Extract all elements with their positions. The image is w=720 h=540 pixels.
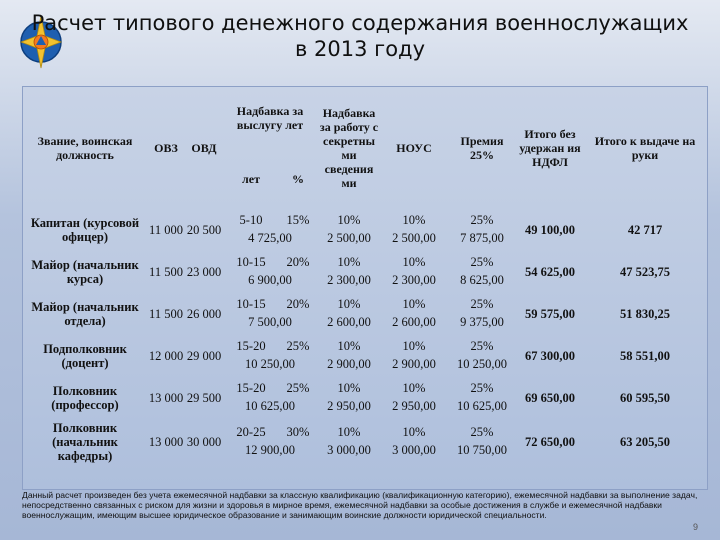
nous-pct-cell: 10% <box>402 381 426 395</box>
table-row <box>23 209 707 229</box>
bonus-amount-cell: 9 375,00 <box>460 315 504 329</box>
seniority-amount-cell: 10 250,00 <box>245 357 295 371</box>
secrecy-pct-cell: 10% <box>337 339 361 353</box>
seniority-years-cell: 20-25 <box>236 425 266 439</box>
seniority-amount-cell: 6 900,00 <box>248 273 292 287</box>
secrecy-pct-cell: 10% <box>337 213 361 227</box>
bonus-amount-cell: 8 625,00 <box>460 273 504 287</box>
nous-pct-cell: 10% <box>402 213 426 227</box>
title-line-1: Расчет типового денежного содержания военнослужащих <box>31 11 689 35</box>
nous-amount-cell: 2 300,00 <box>392 273 436 287</box>
nous-pct-cell: 10% <box>402 255 426 269</box>
bonus-pct-cell: 25% <box>470 213 494 227</box>
table-row <box>23 377 707 397</box>
secrecy-amount-cell: 2 300,00 <box>327 273 371 287</box>
salary-table <box>23 87 707 465</box>
header-seniority-percent: % <box>292 172 304 186</box>
seniority-years-cell: 10-15 <box>236 255 266 269</box>
ovz-cell: 11 500 <box>149 265 183 279</box>
header-bonus: Премия 25% <box>460 134 504 162</box>
nous-amount-cell: 2 600,00 <box>392 315 436 329</box>
seniority-percent-cell: 25% <box>286 339 310 353</box>
secrecy-pct-cell: 10% <box>337 255 361 269</box>
seniority-amount-cell: 4 725,00 <box>248 231 292 245</box>
total-cell: 72 650,00 <box>525 435 575 449</box>
total-cell: 49 100,00 <box>525 223 575 237</box>
header-nous: НОУС <box>396 141 432 155</box>
bonus-pct-cell: 25% <box>470 425 494 439</box>
total-cell: 69 650,00 <box>525 391 575 405</box>
bonus-amount-cell: 10 250,00 <box>457 357 507 371</box>
rank-cell: Капитан (курсовой офицер) <box>30 216 140 244</box>
nous-pct-cell: 10% <box>402 339 426 353</box>
total-cell: 59 575,00 <box>525 307 575 321</box>
nous-amount-cell: 2 500,00 <box>392 231 436 245</box>
secrecy-amount-cell: 2 900,00 <box>327 357 371 371</box>
seniority-percent-cell: 30% <box>286 425 310 439</box>
rank-cell: Майор (начальник курса) <box>31 258 139 286</box>
payout-cell: 51 830,25 <box>620 307 670 321</box>
payout-cell: 63 205,50 <box>620 435 670 449</box>
ovz-cell: 13 000 <box>148 435 184 449</box>
seniority-years-cell: 5-10 <box>239 213 263 227</box>
nous-amount-cell: 3 000,00 <box>392 443 436 457</box>
total-cell: 54 625,00 <box>525 265 575 279</box>
seniority-percent-cell: 25% <box>286 381 310 395</box>
ovz-cell: 11 000 <box>149 223 183 237</box>
bonus-amount-cell: 10 750,00 <box>457 443 507 457</box>
table-row <box>23 293 707 313</box>
header-total: Итого без удержан ия НДФЛ <box>519 127 581 169</box>
seniority-years-cell: 10-15 <box>236 297 266 311</box>
seniority-percent-cell: 20% <box>286 255 310 269</box>
header-ovz: ОВЗ <box>154 141 178 155</box>
ovz-cell: 12 000 <box>148 349 184 363</box>
total-cell: 67 300,00 <box>525 349 575 363</box>
secrecy-pct-cell: 10% <box>337 381 361 395</box>
page-number: 9 <box>692 522 698 532</box>
ovd-cell: 29 500 <box>186 391 222 405</box>
bonus-amount-cell: 7 875,00 <box>460 231 504 245</box>
seniority-amount-cell: 7 500,00 <box>248 315 292 329</box>
header-secrecy: Надбавка за работу с секретны ми сведения ми <box>319 106 379 190</box>
bonus-pct-cell: 25% <box>470 297 494 311</box>
seniority-amount-cell: 12 900,00 <box>245 443 295 457</box>
header-payout: Итого к выдаче на руки <box>594 134 696 162</box>
title-line-2: в 2013 году <box>295 37 425 61</box>
salary-table-container <box>22 86 708 490</box>
rank-cell: Полковник (профессор) <box>51 384 119 412</box>
rank-cell: Полковник (начальник кафедры) <box>52 421 118 463</box>
payout-cell: 60 595,50 <box>620 391 670 405</box>
ovd-cell: 30 000 <box>186 435 222 449</box>
secrecy-amount-cell: 2 950,00 <box>327 399 371 413</box>
slide-title <box>0 10 720 62</box>
header-seniority-years: лет <box>242 172 260 186</box>
header-seniority: Надбавка за выслугу лет <box>236 104 304 132</box>
seniority-percent-cell: 20% <box>286 297 310 311</box>
secrecy-pct-cell: 10% <box>337 425 361 439</box>
payout-cell: 47 523,75 <box>620 265 670 279</box>
bonus-pct-cell: 25% <box>470 381 494 395</box>
ovd-cell: 29 000 <box>186 349 222 363</box>
bonus-amount-cell: 10 625,00 <box>457 399 507 413</box>
footnote: Данный расчет произведен без учета ежемесячной надбавки за классную квалификацию (квалификационную категорию), ежемесячной надбавки за выполнение задач, непосредственно связанных с риском для жизни и здоровья в мирное время, ежемесячной надбавки за особые достижения в службе и ежемесячной надбавки военнослужащим, имеющим высшее юридическое образование и занимающим воинские должности юридической специальности. <box>22 490 698 520</box>
bonus-pct-cell: 25% <box>470 255 494 269</box>
rank-cell: Майор (начальник отдела) <box>31 300 139 328</box>
nous-amount-cell: 2 950,00 <box>392 399 436 413</box>
payout-cell: 42 717 <box>627 223 663 237</box>
header-rank: Звание, воинская должность <box>37 134 133 162</box>
payout-cell: 58 551,00 <box>620 349 670 363</box>
header-ovd: ОВД <box>191 141 217 155</box>
ovz-cell: 13 000 <box>148 391 184 405</box>
secrecy-pct-cell: 10% <box>337 297 361 311</box>
ovd-cell: 26 000 <box>186 307 222 321</box>
ovd-cell: 23 000 <box>186 265 222 279</box>
table-row <box>23 335 707 355</box>
seniority-years-cell: 15-20 <box>236 381 266 395</box>
table-row <box>23 251 707 271</box>
nous-amount-cell: 2 900,00 <box>392 357 436 371</box>
nous-pct-cell: 10% <box>402 425 426 439</box>
secrecy-amount-cell: 2 500,00 <box>327 231 371 245</box>
seniority-percent-cell: 15% <box>286 213 310 227</box>
seniority-amount-cell: 10 625,00 <box>245 399 295 413</box>
secrecy-amount-cell: 3 000,00 <box>327 443 371 457</box>
ovz-cell: 11 500 <box>149 307 183 321</box>
table-row <box>23 419 707 441</box>
header-row-1 <box>23 87 707 149</box>
ovd-cell: 20 500 <box>186 223 222 237</box>
bonus-pct-cell: 25% <box>470 339 494 353</box>
nous-pct-cell: 10% <box>402 297 426 311</box>
secrecy-amount-cell: 2 600,00 <box>327 315 371 329</box>
seniority-years-cell: 15-20 <box>236 339 266 353</box>
rank-cell: Подполковник (доцент) <box>43 342 127 370</box>
